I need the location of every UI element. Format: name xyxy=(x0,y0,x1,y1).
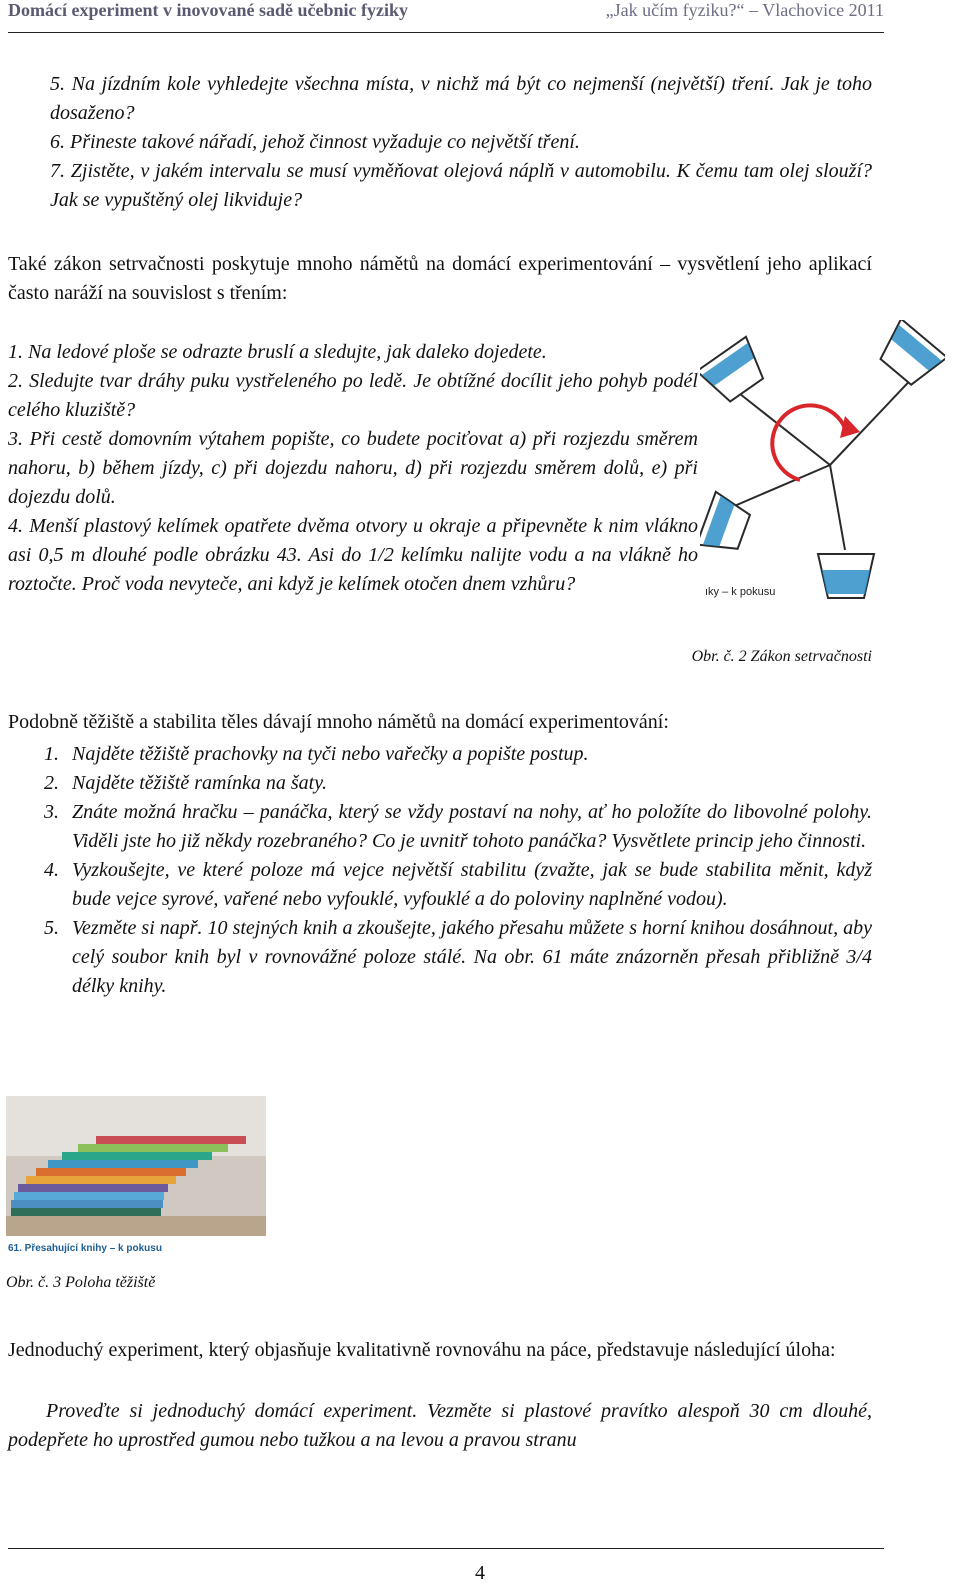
friction-list xyxy=(50,70,872,215)
list-item-text: 3. Při cestě domovním výtahem popište, co budete pociťovat a) při rozjezdu směrem nahoru, b) během jízdy, c) při dojezdu nahoru, d) při rozjezdu směrem dolů, e) při dojezdu dolů. xyxy=(8,428,698,508)
arrowhead-icon xyxy=(840,416,860,438)
figure3-caption: Obr. č. 3 Poloha těžiště xyxy=(6,1274,156,1291)
list-item-text: Najděte těžiště prachovky na tyči nebo vařečky a popište postup. xyxy=(72,743,589,765)
string-line xyxy=(830,465,845,550)
list-item xyxy=(8,512,698,599)
list-item xyxy=(44,914,872,1001)
list-item-text: Vezměte si např. 10 stejných knih a zkoušejte, jakého přesahu můžete s horní knihou dosáhnout, aby celý soubor knih byl v rovnovážné poloze stálé. Na obr. 61 máte znázorněn přesah přibližně 3/4 délky knihy. xyxy=(72,917,872,997)
list-item-text: 4. Menší plastový kelímek opatřete dvěma otvory u okraje a připevněte k nim vlákno asi 0,5 m dlouhé podle obrázku 43. Asi do 1/2 kelímku nalijte vodu a na vlákně ho roztočte. Proč voda nevyteče, ani když je kelímek otočen dnem vzhůru? xyxy=(8,515,698,595)
list-item-text: 6. Přineste takové nářadí, jehož činnost vyžaduje co největší tření. xyxy=(50,131,580,153)
inertia-list xyxy=(8,338,698,599)
list-item xyxy=(50,70,872,128)
list-item-text: Najděte těžiště ramínka na šaty. xyxy=(72,772,327,794)
string-line xyxy=(735,390,830,465)
list-item-text: 5. Na jízdním kole vyhledejte všechna místa, v nichž má být co nejmenší (největší) tření. Jak je toho dosaženo? xyxy=(50,73,872,124)
figure2-caption: Obr. č. 2 Zákon setrvačnosti xyxy=(691,648,872,665)
list-item xyxy=(50,157,872,215)
books-photo xyxy=(6,1096,266,1258)
list-number: 4. xyxy=(44,859,59,881)
list-item xyxy=(44,856,872,914)
list-item xyxy=(44,798,872,856)
string-line xyxy=(830,370,920,465)
list-item-text: Vyzkoušejte, ve které poloze má vejce největší stabilitu (zvažte, jak se bude stabilita měnit, když bude vejce syrové, vařené nebo vyfouklé, vyfouklé a do poloviny naplněné vodou). xyxy=(72,859,872,910)
list-item-text: 7. Zjistěte, v jakém intervalu se musí vyměňovat olejová náplň v automobilu. K čemu tam olej slouží? Jak se vypuštěný olej likviduje? xyxy=(50,160,872,211)
paragraph-lever-task: Proveďte si jednoduchý domácí experiment. Vezměte si plastové pravítko alespoň 30 cm dlouhé, podepřete ho uprostřed gumou nebo tužkou a na levou a pravou stranu xyxy=(8,1400,872,1451)
figure3-inner-label: 61. Přesahující knihy – k pokusu xyxy=(8,1243,162,1254)
list-number: 5. xyxy=(44,917,59,939)
cup-icon xyxy=(873,320,945,391)
rotation-arrow-icon xyxy=(772,405,845,480)
rotating-cups-figure xyxy=(700,320,945,612)
cup-icon xyxy=(700,337,771,407)
figure2-inner-label: ıky – k pokusu xyxy=(705,586,776,598)
page-number: 4 xyxy=(475,1562,485,1584)
page-header xyxy=(8,0,884,33)
list-number: 3. xyxy=(44,801,59,823)
list-item xyxy=(8,425,698,512)
list-item-text: 1. Na ledové ploše se odrazte bruslí a sledujte, jak daleko dojedete. xyxy=(8,341,547,363)
list-item xyxy=(44,740,872,769)
list-item xyxy=(44,769,872,798)
center-list xyxy=(44,740,872,1001)
header-right: „Jak učím fyziku?“ – Vlachovice 2011 xyxy=(605,0,884,20)
string-line xyxy=(725,465,830,510)
list-item-text: Znáte možná hračku – panáčka, který se vždy postaví na nohy, ať ho položíte do libovolné polohy. Viděli jste ho již někdy rozebraného? Co je uvnitř tohoto panáčka? Vysvětlete princip jeho činnosti. xyxy=(72,801,872,852)
cup-icon xyxy=(818,554,874,598)
list-number: 1. xyxy=(44,743,59,765)
paragraph-inertia: Také zákon setrvačnosti poskytuje mnoho námětů na domácí experimentování – vysvětlení jeho aplikací často naráží na souvislost s třením: xyxy=(8,253,872,304)
list-item xyxy=(8,338,698,367)
paragraph-lever: Jednoduchý experiment, který objasňuje kvalitativně rovnováhu na páce, představuje následující úloha: xyxy=(8,1339,836,1361)
list-item xyxy=(8,367,698,425)
list-item-text: 2. Sledujte tvar dráhy puku vystřeleného po ledě. Je obtížné docílit jeho pohyb podél celého kluziště? xyxy=(8,370,698,421)
list-item xyxy=(50,128,872,157)
header-left: Domácí experiment v inovované sadě učebnic fyziky xyxy=(8,0,408,20)
footer-rule xyxy=(8,1548,884,1549)
paragraph-center: Podobně těžiště a stabilita těles dávají mnoho námětů na domácí experimentování: xyxy=(8,711,669,733)
list-number: 2. xyxy=(44,772,59,794)
